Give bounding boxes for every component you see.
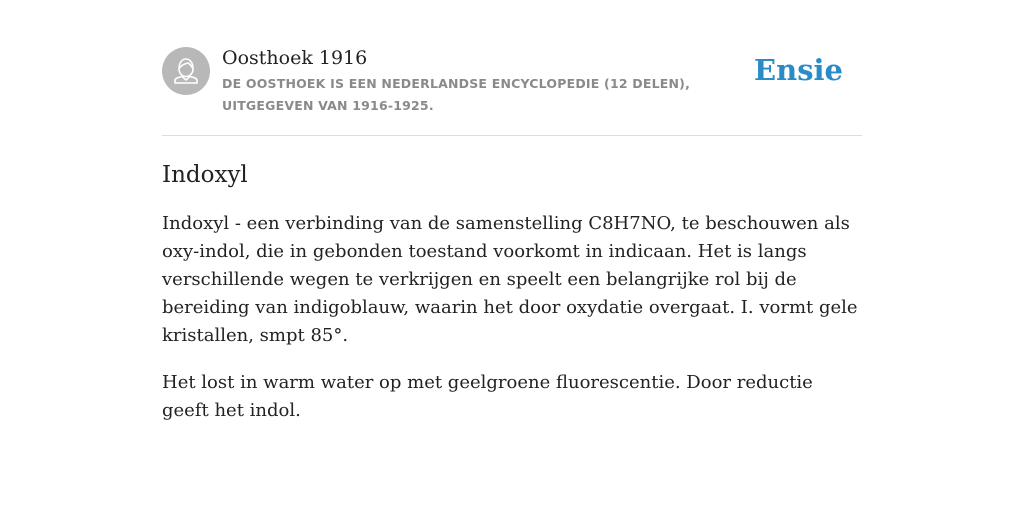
article-title: Indoxyl [162,162,248,188]
article-body [162,210,862,425]
source-title[interactable]: Oosthoek 1916 [222,47,368,69]
source-description: DE OOSTHOEK IS EEN NEDERLANDSE ENCYCLOPEDIE (12 DELEN), UITGEGEVEN VAN 1916-1925. [222,76,691,113]
article-paragraph: Indoxyl - een verbinding van de samenstelling C8H7NO, te beschouwen als oxy-indol, die in gebonden toestand voorkomt in indicaan. Het is langs verschillende wegen te verkrijgen en speelt een belangrijke rol bij de bereiding van indigoblauw, waarin het door oxydatie overgaat. I. vormt gele kristallen, smpt 85°. [162,213,858,346]
user-silhouette-icon[interactable] [162,47,210,95]
article-paragraph: Het lost in warm water op met geelgroene fluorescentie. Door reductie geeft het indol. [162,372,813,421]
source-header [162,46,862,136]
page-content [162,46,862,425]
ensie-logo[interactable]: Ensie [754,53,843,87]
source-info [222,46,762,117]
